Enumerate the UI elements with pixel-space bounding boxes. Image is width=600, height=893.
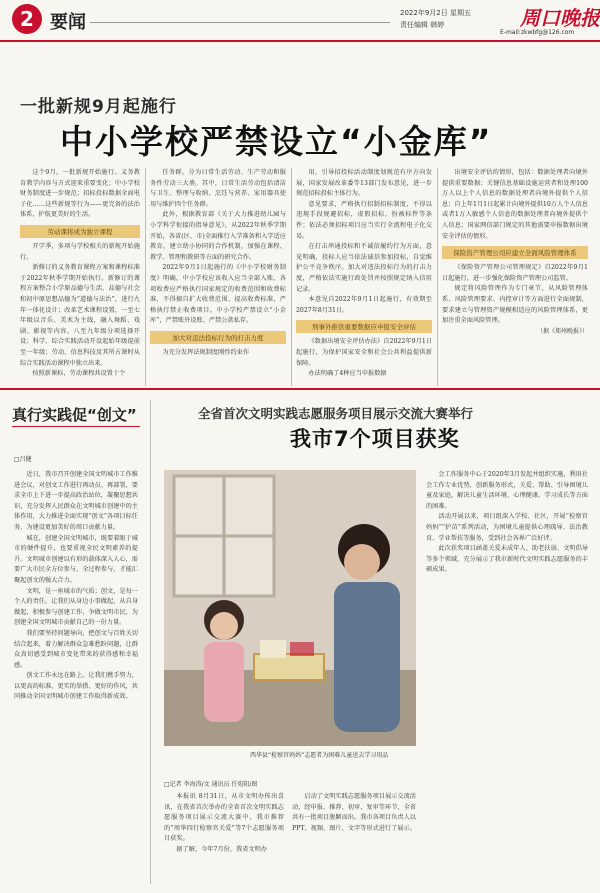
paragraph: 本意见自2022年9月1日起施行，有效期至2027年8月31日。 xyxy=(296,296,432,314)
paragraph: 据了解，今年7月份，我省文明办 xyxy=(176,845,267,853)
section-title: 要闻 xyxy=(50,12,86,33)
main-col-3 xyxy=(296,168,432,386)
paragraph: 活动开展以来，项目组深入学校、社区，开展“检察官妈妈”“护苗”系列活动，为困境儿童提供心理疏导、法治教育、学业帮扶等服务，受到社会各界广泛好评。 xyxy=(426,513,588,542)
subhead: 劳动课将成为独立课程 xyxy=(20,225,140,238)
newspaper-logo: 周口晚报 xyxy=(520,6,600,30)
paragraph: 开学季，多项与学校相关的新规开始施行。 xyxy=(20,242,140,261)
column-rule xyxy=(145,168,146,386)
paragraph: 会工作服务中心于2020年3月发起并组织实施，利用社会工作专业优势，创新服务形式，关爱、帮助、引导困境儿童及家庭，解决儿童生活环境、心理健康、学习成长等方面的困难。 xyxy=(426,471,588,510)
header-divider xyxy=(0,40,600,42)
paragraph: 办法明确了4种应当申报数据 xyxy=(308,370,387,378)
section-divider xyxy=(0,388,600,390)
issue-date: 2022年9月2日 星期五 xyxy=(400,9,471,17)
main-kicker: 一批新规9月起施行 xyxy=(20,97,177,117)
lower-col-2 xyxy=(292,792,416,886)
editor-credit: 责任编辑 韩婷 xyxy=(400,21,445,29)
article-source: （据《郑州晚报》） xyxy=(536,327,588,335)
paragraph: 近日，我市召开创建全国文明城市工作推进会议，对创文工作进行再动员、再部署，要求全市上下进一步提高政治站位，凝聚思想共识，充分发挥人民群众在文明城市创建中的主体作用，大力推进全面实现“创文”各项目标任务，为建设更加美好的周口贡献力量。 xyxy=(14,471,138,531)
paragraph: 本报讯 8月31日，从市文明办传出喜讯，在我省首次举办的全省首次文明实践志愿服务项目展示交流大赛中，我市推荐的“周华四行检察官关爱”等7个志愿服务项目获奖。 xyxy=(164,793,284,843)
commentary-body xyxy=(14,470,138,878)
lower-headline: 我市7个项目获奖 xyxy=(290,427,460,451)
contact-email: E-mail:zkwbfg@126.com xyxy=(500,29,575,36)
paragraph: 这个9月，一批新规开始施行。义务教育教学内容与方式迎来重要变化；中小学校财务制度进一步规范；招标投标数据全面电子化……这些新规等行为——更完备的法治体系，护航更美好的生活。 xyxy=(20,169,140,219)
subhead: 刑事外推供重要数据应申报安全评估 xyxy=(296,320,432,333)
paragraph: 此外，根据教育部《关于大力推进幼儿园与小学科学衔接的指导意见》，从2022年秋季学期开始，各省(区、市)全面推行入学准备和入学适应教育，建立幼小协同的合作机制，加强在课程、教学、管理和教研等方面的研究合作。 xyxy=(150,211,286,261)
main-col-2 xyxy=(150,168,286,386)
main-headline: 中小学校严禁设立“小金库” xyxy=(60,122,493,161)
paragraph: 规定将风险管理作为专门章节，从风险管理体系、风险管理要求、内控审计等方面进行全面规制，要求建立与管理资产规模相适应的风险管理体系，更加注重全面风险管理。 xyxy=(442,285,588,325)
paragraph: 我们要坚持问题导向，把创文与百姓关切结合起来，着力解决群众急难愁盼问题，让群众真切感受到城市变化带来的获得感和幸福感。 xyxy=(14,629,138,669)
subhead: 保险资产管理公司应建立全面风险管理体系 xyxy=(442,246,588,259)
news-photo xyxy=(164,470,416,746)
page-number-badge: 2 xyxy=(12,4,42,34)
paragraph: 《保险资产管理公司管理规定》自2022年9月1日起施行，进一步强化保险资产管理公司监管。 xyxy=(442,264,588,282)
paragraph: 在打击串通投标和不诚信履约行为方面，意见明确，投标人应当依法诚信参加投标，自觉维护公平竞争秩序。加大对违法投标行为的打击力度，严格依法实施行政处罚并按照规定纳入信用记录。 xyxy=(296,243,432,293)
paragraph: 出境安全评估的情形，包括：数据处理者向境外提供重要数据；关键信息基础设施运营者和处理100万人以上个人信息的数据处理者向境外提供个人信息；自上年1月1日起累计向境外提供10万人个人信息或者1万人敏感个人信息的数据处理者向境外提供个人信息；国家网信部门规定的其他需要申报数据出境安全评估的情形。 xyxy=(442,169,588,240)
lower-byline: □记者 李海涛/文 通讯员 任宛阳/图 xyxy=(164,781,258,788)
photo-caption: 西华县“检察官妈妈”志愿者为困难儿童送去学习用品 xyxy=(250,752,389,759)
column-rule xyxy=(150,400,151,884)
paragraph: 启动了文明实践志愿服务项目展示交流活动，经申报、推荐、初审、复审等环节，全省共有一批项目脱颖而出。我市各项目负责人以PPT、视频、图片、文字等形式进行了展示。 xyxy=(292,793,416,832)
paragraph: 按照新课标，劳动课程共设置十个 xyxy=(32,370,126,378)
paragraph: 《数据出境安全评估办法》自2022年9月1日起施行，为保护国家安全和社会公共利益提供新保障。 xyxy=(296,338,432,367)
lower-right-col xyxy=(426,470,588,882)
column-rule xyxy=(437,168,438,386)
lower-kicker: 全省首次文明实践志愿服务项目展示交流大赛举行 xyxy=(198,406,474,421)
paragraph: 新修订的义务教育课程方案和课程标准于2022年秋季学期开始执行。新修订的课程方案整合小学原品德与生活、品德与社会和初中原思想品德为“道德与法治”，进行九年一体化设计；改革艺术课程设置，一至七年级以音乐、美术为主线，融入舞蹈、戏剧、影视等内容，八至九年级分项选择开设；科学、综合实践活动开设起始年级提前至一年级；劳动、信息科技及其所占课时从综合实践活动课程中独立出来。 xyxy=(20,264,140,367)
header-rule xyxy=(90,22,390,23)
paragraph: 任务群，分为日常生活劳动、生产劳动和服务性劳动三大类。其中，日常生活劳动包括清洁与卫生、整理与收纳、烹饪与营养、家用器具使用与维护四个任务群。 xyxy=(150,169,286,208)
column-rule xyxy=(291,168,292,386)
main-col-1 xyxy=(20,168,140,386)
paragraph: 用，引导招投标活动制度划规范有序方向发展，国家发展改革委等13部门发布意见，进一步规范招标投标主体行为。 xyxy=(296,169,432,198)
paragraph: 创文工作永远在路上。让我们携手努力，以更高的标准、更实的举措、更好的作风，共同推动全国文明城市创建工作取得新成效。 xyxy=(14,672,138,701)
paragraph: 为充分发挥法规制度刚性约束作 xyxy=(162,348,250,356)
main-col-4 xyxy=(442,168,588,386)
commentary-title: 真行实践促“创文” xyxy=(12,406,137,424)
paragraph: 2022年9月1日起施行的《中小学校财务制度》明确，中小学校应该收入应当全部入账，各项收费应严格执行国家规定的收费范围和收费标准，不得擅自扩大收费范围、提高收费标准，严格执行禁止收费项目。中小学校严禁设立“小金库”，严禁账外设账、严禁公款私存。 xyxy=(150,264,286,325)
paragraph: 意见要求，严格执行招制招标制度，不得以违规手段规避招标，虚假招标，扮被标件等条件；依法必须招标项目应当实行全流程电子化交易。 xyxy=(296,200,432,240)
lower-col-1 xyxy=(164,792,284,886)
subhead: 加大对违法投标行为的打击力度 xyxy=(150,331,286,344)
paragraph: 文明，是一座城市的气质；创文，是每一个人的责任。让我们从身边小事做起，从自身做起，积极参与创建工作，争做文明市民，为创建全国文明城市贡献自己的一份力量。 xyxy=(14,587,138,627)
paragraph: 城在，创建全国文明城市，既要着眼于城市的硬件提升，也要重视全民文明素养的提升。文明城市创建以有形的载体深入人心，需要广大市民全方位参与、全过程参与，才能汇聚起创文的强大合力。 xyxy=(14,534,138,584)
title-underline xyxy=(12,426,140,427)
paragraph: 此次获奖项目涵盖关爱未成年人、助老扶弱、文明倡导等多个领域，充分展示了我市新时代文明实践志愿服务的丰硕成果。 xyxy=(426,545,588,574)
commentary-byline: □吕健 xyxy=(14,456,32,463)
